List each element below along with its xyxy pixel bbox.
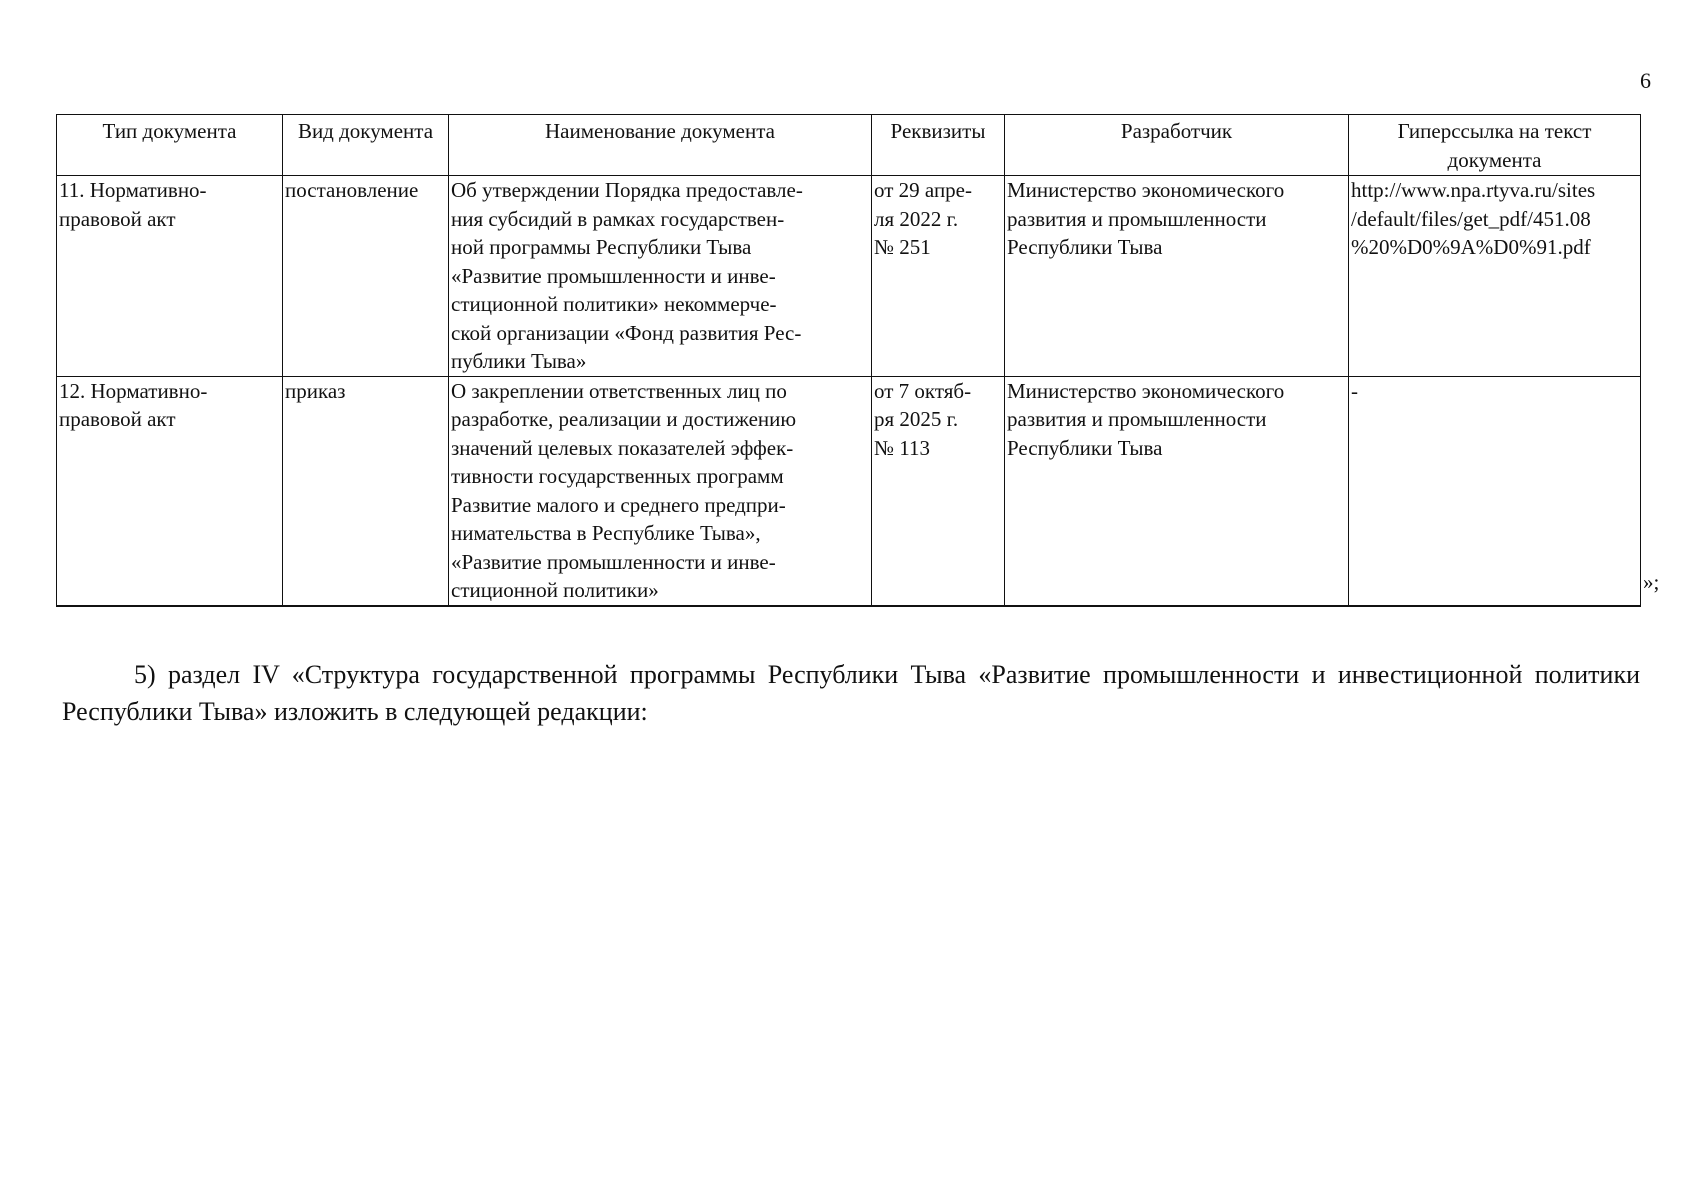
cell-doc-title: О закреплении ответственных лиц по разработке, реализации и достижению значений целевых показателей эффек- тивности государственных программ Развитие малого и среднего предпри- нимательства в Республике Тыва», «Развитие промышленности и инве- стиционной политики» (449, 376, 872, 606)
header-doc-kind: Вид документа (283, 115, 449, 176)
page-number: 6 (1640, 68, 1651, 93)
cell-doc-type: 11. Нормативно- правовой акт (57, 176, 283, 377)
cell-developer: Министерство экономического развития и промышленности Республики Тыва (1005, 176, 1349, 377)
closing-quote: »; (1643, 570, 1660, 594)
cell-requisites: от 7 октяб- ря 2025 г. № 113 (872, 376, 1005, 606)
cell-requisites: от 29 апре- ля 2022 г. № 251 (872, 176, 1005, 377)
header-developer: Разработчик (1005, 115, 1349, 176)
cell-doc-title: Об утверждении Порядка предоставле- ния субсидий в рамках государствен- ной программы Республики Тыва «Развитие промышленности и инве- стиционной политики» некоммерче- ской организации «Фонд развития Рес- публики Тыва» (449, 176, 872, 377)
header-requisites: Реквизиты (872, 115, 1005, 176)
amendment-paragraph: 5) раздел IV «Структура государственной программы Республики Тыва «Развитие промышленности и инвестиционной политики Республики Тыва» изложить в следующей редакции: (62, 660, 1640, 726)
cell-doc-kind: постановление (283, 176, 449, 377)
cell-doc-kind: приказ (283, 376, 449, 606)
cell-doc-type: 12. Нормативно- правовой акт (57, 376, 283, 606)
header-doc-type: Тип документа (57, 115, 283, 176)
cell-hyperlink: - (1349, 376, 1641, 606)
table-header-row (57, 115, 1641, 176)
table-row (57, 376, 1641, 606)
cell-hyperlink[interactable]: http://www.npa.rtyva.ru/sites /default/files/get_pdf/451.08 %20%D0%9A%D0%91.pdf (1349, 176, 1641, 377)
documents-table (56, 114, 1641, 607)
table-row (57, 176, 1641, 377)
header-doc-title: Наименование документа (449, 115, 872, 176)
header-hyperlink: Гиперссылка на текст документа (1349, 115, 1641, 176)
cell-developer: Министерство экономического развития и промышленности Республики Тыва (1005, 376, 1349, 606)
